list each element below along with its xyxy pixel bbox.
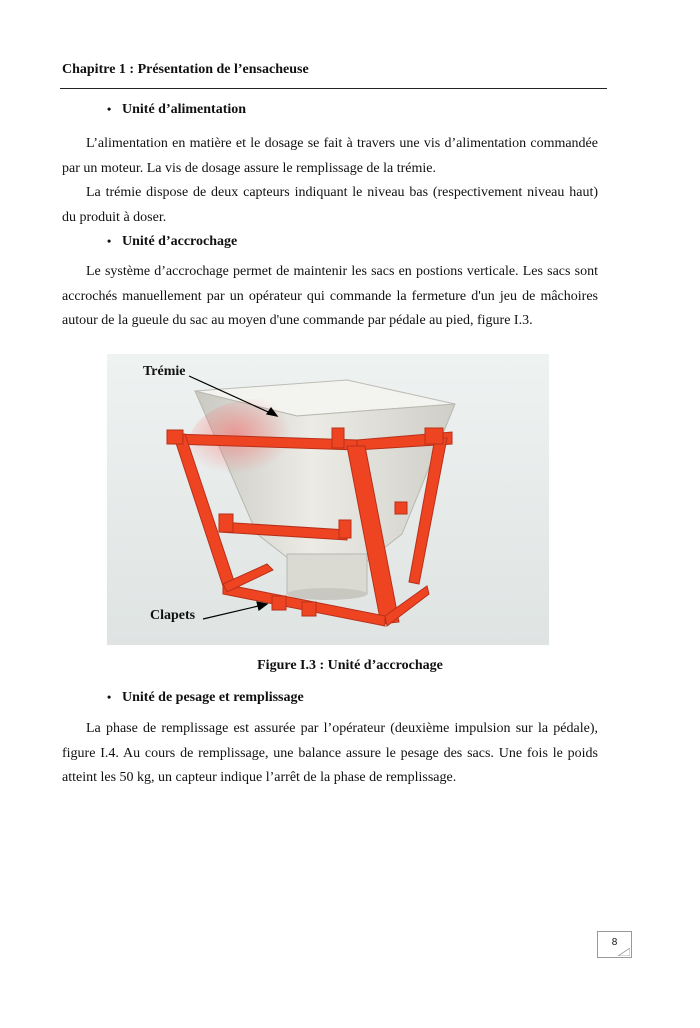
label-clapets: Clapets [150, 608, 196, 623]
bullet-icon: • [107, 234, 112, 248]
page-number-text: 8 [611, 937, 618, 948]
heading-text: Unité de pesage et remplissage [122, 690, 304, 705]
section-heading-pesage [107, 690, 304, 706]
heading-text: Unité d’alimentation [122, 102, 247, 117]
bullet-icon: • [107, 102, 112, 116]
header-rule [60, 88, 607, 89]
bullet-icon: • [107, 690, 112, 704]
label-tremie: Trémie [143, 364, 186, 379]
chapter-title: Chapitre 1 : Présentation de l’ensacheuse [62, 62, 309, 77]
page-number [597, 931, 632, 958]
figure-caption: Figure I.3 : Unité d’accrochage [257, 658, 443, 673]
paragraph-alimentation-2: La trémie dispose de deux capteurs indiquant le niveau bas (respectivement niveau haut) du produit à doser. [62, 185, 598, 225]
paragraph-pesage: La phase de remplissage est assurée par l’opérateur (deuxième impulsion sur la pédale), figure I.4. Au cours de remplissage, une balance assure le pesage des sacs. Une fois le poids atteint les 50 kg, un capteur indique l’arrêt de la phase de remplissage. [62, 721, 598, 785]
paragraph-accrochage: Le système d’accrochage permet de maintenir les sacs en postions verticale. Les sacs sont accrochés manuellement par un opérateur qui commande la fermeture d'un jeu de mâchoires autour de la gueule du sac au moyen d'une commande par pédale au pied, figure I.3. [62, 264, 598, 328]
section-heading-accrochage [107, 234, 237, 250]
paragraph-alimentation-1: L’alimentation en matière et le dosage se fait à travers une vis d’alimentation commandée par un moteur. La vis de dosage assure le remplissage de la trémie. [62, 136, 598, 176]
heading-text: Unité d’accrochage [122, 234, 238, 249]
figure-unite-accrochage [107, 354, 549, 645]
page-curl-icon [618, 948, 630, 956]
hopper-frame-illustration [107, 354, 549, 645]
section-heading-alimentation [107, 102, 246, 118]
